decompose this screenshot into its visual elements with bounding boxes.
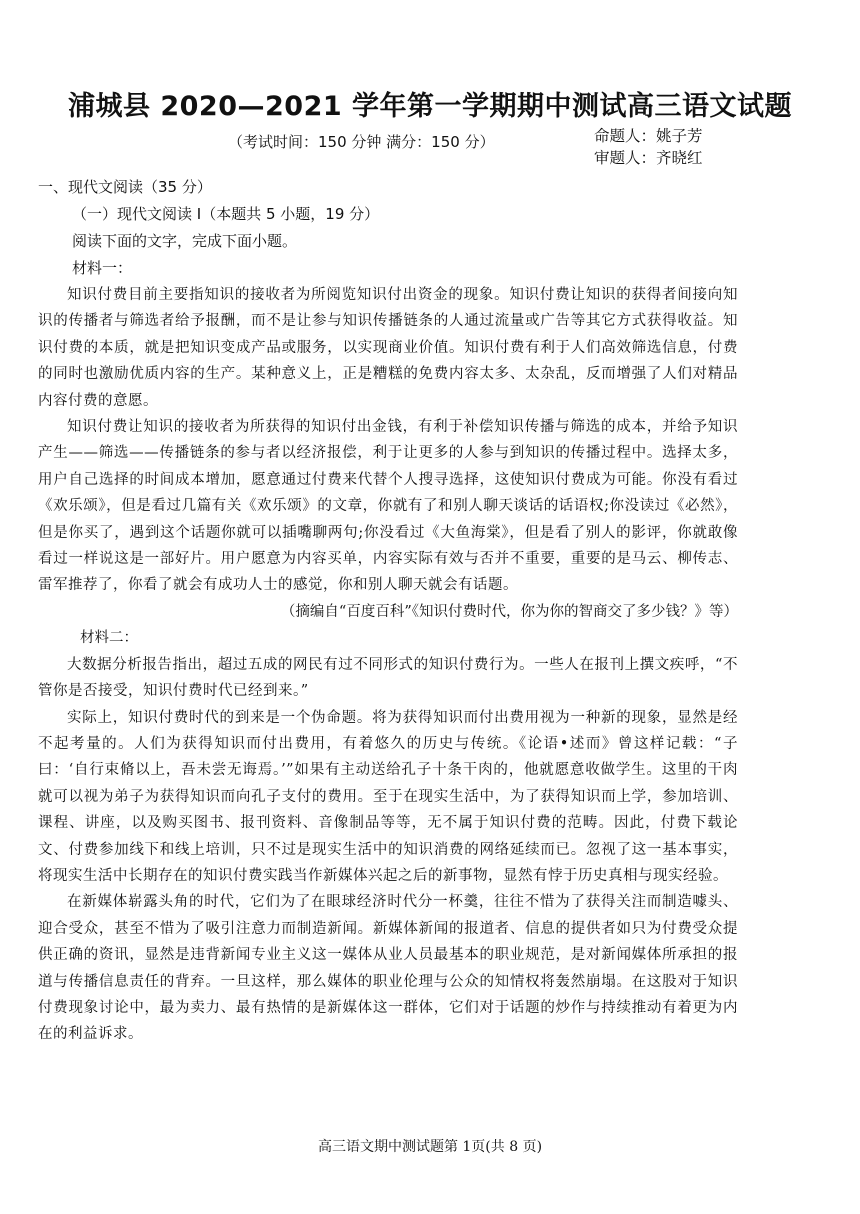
page-footer: 高三语文期中测试题第 1页(共 8 页): [317, 1139, 543, 1155]
section-reading: [38, 174, 738, 1048]
exam-title: 浦城县 2020—2021 学年第一学期期中测试高三语文试题: [67, 91, 793, 122]
section-heading: 一、现代文阅读（35 分）: [38, 178, 212, 196]
material2-label: 材料二：: [80, 630, 138, 647]
material1-paragraph: 知识付费目前主要指知识的接收者为所阅览知识付出资金的现象。知识付费让知识的获得者间接向知识的传播者与筛选者给予报酬，而不是让参与知识传播链条的人通过流量或广告等其它方式获得收益。知识付费的本质，就是把知识变成产品或服务，以实现商业价值。知识付费有利于人们高效筛选信息，付费的同时也激励优质内容的生产。某种意义上，正是糟糕的免费内容太多、太杂乱，反而增强了人们对精品内容付费的意愿。: [38, 287, 738, 409]
exam-time-score: （考试时间：150 分钟 满分：150 分）: [228, 133, 495, 151]
material1-label: 材料一：: [72, 259, 133, 277]
material1-source: （摘编自“百度百科”《知识付费时代，你为你的智商交了多少钱？》等）: [280, 603, 738, 620]
sub-section-heading: （一）现代文阅读 I（本题共 5 小题，19 分）: [72, 205, 380, 223]
instruction-text: 阅读下面的文字，完成下面小题。: [72, 232, 298, 250]
reviewer-line: 审题人：齐晓红: [594, 149, 703, 167]
author-line: 命题人：姚子芳: [594, 127, 703, 145]
material1-paragraph: 知识付费让知识的接收者为所获得的知识付出金钱，有利于补偿知识传播与筛选的成本，并给予知识产生——筛选——传播链条的参与者以经济报偿，利于让更多的人参与到知识的传播过程中。选择太多，用户自己选择的时间成本增加，愿意通过付费来代替个人搜寻选择，这使知识付费成为可能。你没有看过《欢乐颂》，但是看过几篇有关《欢乐颂》的文章，你就有了和别人聊天谈话的话语权;你没读过《必然》，但是你买了，遇到这个话题你就可以插嘴聊两句;你没看过《大鱼海棠》，但是看了别人的影评，你就敢像看过一样说这是一部好片。用户愿意为内容买单，内容实际有效与否并不重要，重要的是马云、柳传志、雷军推荐了，你看了就会有成功人士的感觉，你和别人聊天就会有话题。: [38, 419, 738, 594]
author-block: [594, 125, 703, 169]
material2-paragraph: 大数据分析报告指出，超过五成的网民有过不同形式的知识付费行为。一些人在报刊上撰文疾呼，“不管你是否接受，知识付费时代已经到来。”: [38, 656, 738, 700]
material2-paragraph: 实际上，知识付费时代的到来是一个伪命题。将为获得知识而付出费用视为一种新的现象，显然是经不起考量的。人们为获得知识而付出费用，有着悠久的历史与传统。《论语•述而》曾这样记载：“子曰：‘自行束脩以上，吾未尝无诲焉。’”如果有主动送给孔子十条干肉的，他就愿意收做学生。这里的干肉就可以视为弟子为获得知识而向孔子支付的费用。至于在现实生活中，为了获得知识而上学，参加培训、课程、讲座，以及购买图书、报刊资料、音像制品等等，无不属于知识付费的范畴。因此，付费下载论文、付费参加线下和线上培训，只不过是现实生活中的知识消费的网络延续而已。忽视了这一基本事实，将现实生活中长期存在的知识付费实践当作新媒体兴起之后的新事物，显然有悖于历史真相与现实经验。: [38, 709, 738, 884]
material2-paragraph: 在新媒体崭露头角的时代，它们为了在眼球经济时代分一杯羹，往往不惜为了获得关注而制造噱头、迎合受众，甚至不惜为了吸引注意力而制造新闻。新媒体新闻的报道者、信息的提供者如只为付费受众提供正确的资讯，显然是违背新闻专业主义这一媒体从业人员最基本的职业规范，是对新闻媒体所承担的报道与传播信息责任的背弃。一旦这样，那么媒体的职业伦理与公众的知情权将轰然崩塌。在这股对于知识付费现象讨论中，最为卖力、最有热情的是新媒体这一群体，它们对于话题的炒作与持续推动有着更为内在的利益诉求。: [38, 894, 738, 1043]
